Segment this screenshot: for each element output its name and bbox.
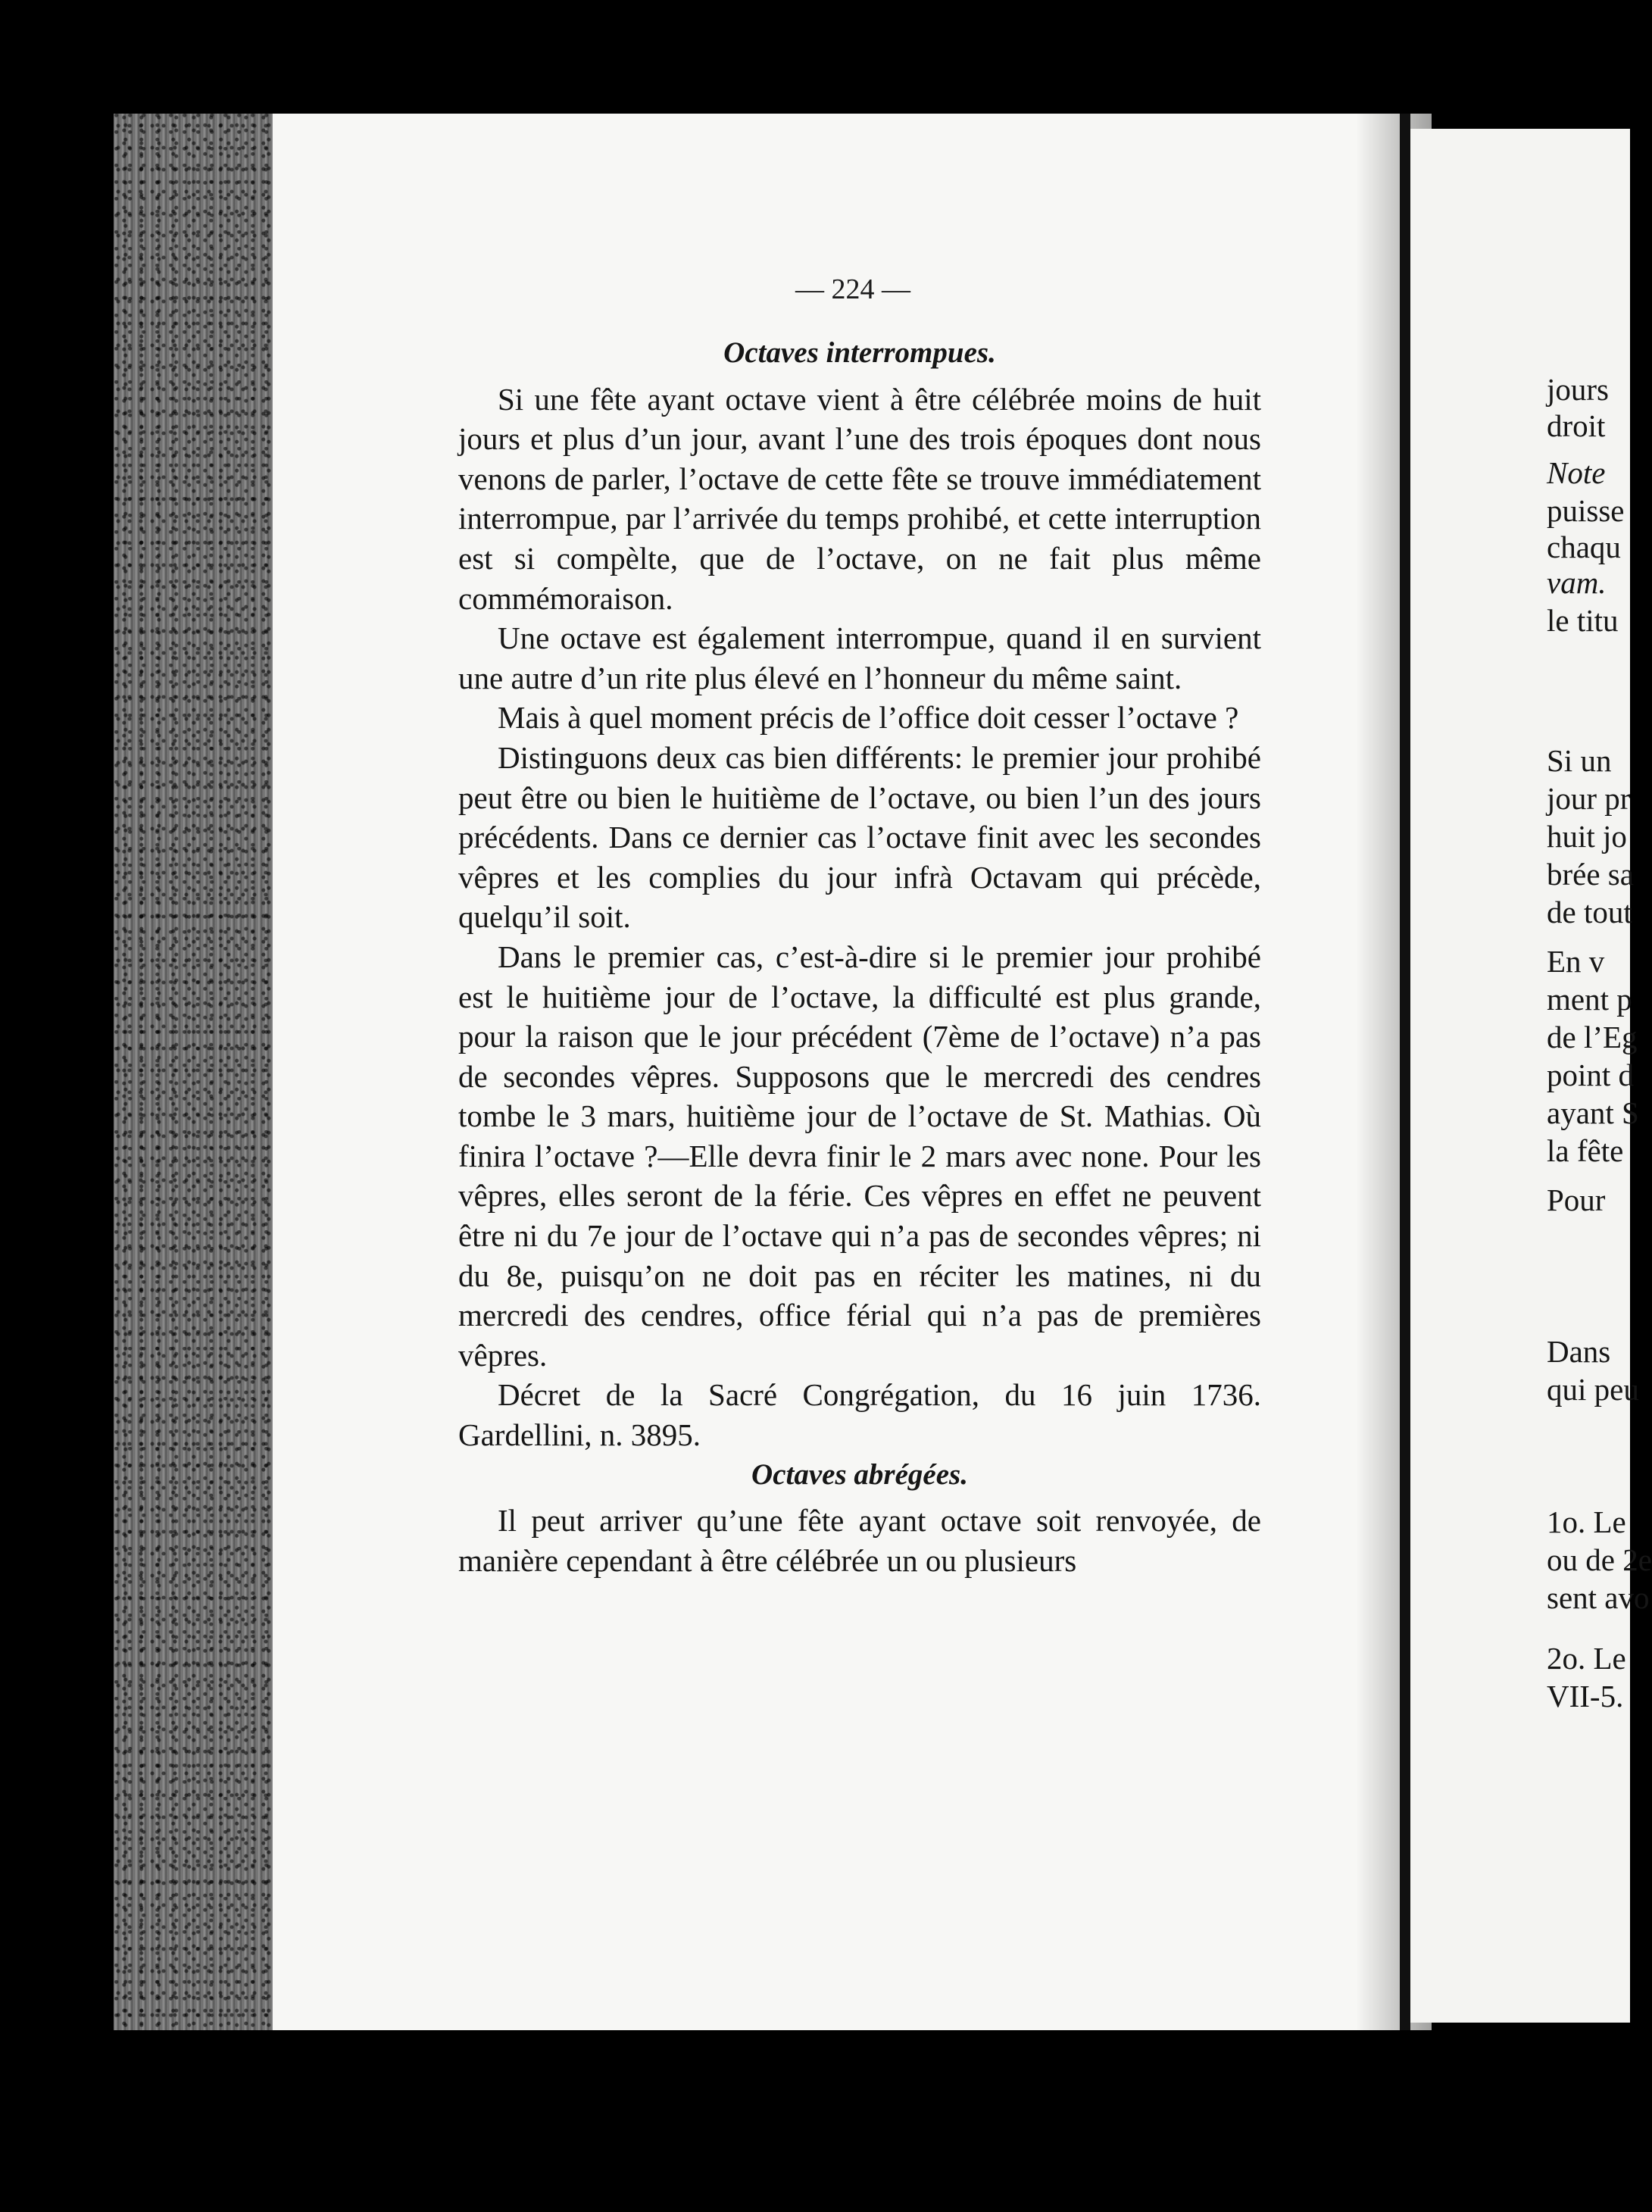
left-page-text <box>458 333 1261 1580</box>
right-page-fragment: droit <box>1547 408 1606 443</box>
right-page-fragment: jour pr <box>1547 781 1631 816</box>
right-page-fragment: brée sa <box>1547 857 1634 892</box>
right-page-fragment: VII-5. <box>1547 1679 1624 1714</box>
right-page-fragment: ment p <box>1547 982 1632 1017</box>
right-page-fragment: Dans <box>1547 1334 1611 1369</box>
paragraph: Il peut arriver qu’une fête ayant octave soit renvoyée, de manière cependant à être célébrée un ou plusieurs <box>458 1503 1261 1578</box>
right-page-fragment: vam. <box>1547 565 1607 600</box>
right-page-fragment: Note <box>1547 455 1606 490</box>
right-page-fragment: En v <box>1547 944 1605 979</box>
paragraph: Une octave est également interrompue, quand il en survient une autre d’un rite plus élevé en l’honneur du même saint. <box>458 620 1261 695</box>
right-page-fragment: Pour <box>1547 1183 1606 1217</box>
paragraph: Mais à quel moment précis de l’office doit cesser l’octave ? <box>498 700 1239 736</box>
book-gutter <box>1400 114 1410 2030</box>
right-page-fragment: ou de 2e <box>1547 1542 1652 1577</box>
right-page-fragment: chaqu <box>1547 530 1621 564</box>
right-page-fragment: de l’Eg <box>1547 1020 1638 1054</box>
right-page-fragment: puisse <box>1547 493 1625 528</box>
right-page-fragment: jours <box>1547 372 1609 407</box>
right-page-fragment: point d <box>1547 1058 1635 1092</box>
right-page-fragment: Si un <box>1547 743 1612 778</box>
section-heading: Octaves interrompues. <box>723 336 996 369</box>
book-edge <box>114 114 280 2030</box>
right-page-fragment: le titu <box>1547 603 1619 638</box>
section-heading: Octaves abrégées. <box>751 1457 968 1491</box>
paragraph: Dans le premier cas, c’est-à-dire si le premier jour prohibé est le huitième jour de l’octave, la difficulté est plus grande, pour la raison que le jour précédent (7ème de l’octave) n’a pas de secondes vêpres. Supposons que le mercredi des cendres tombe le 3 mars, huitième jour de l’octave de St. Mathias. Où finira l’octave ?—Elle devra finir le 2 mars avec none. Pour les vêpres, elles seront de la férie. Ces vêpres en effet ne peuvent être ni du 7e jour de l’octave qui n’a pas de secondes vêpres; ni du 8e, puisqu’on ne doit pas en réciter les matines, ni du mercredi des cendres, office férial qui n’a pas de premières vêpres. <box>458 939 1261 1373</box>
right-page-fragment: de tout <box>1547 895 1632 929</box>
paragraph: Distinguons deux cas bien différents: le premier jour prohibé peut être ou bien le huitième de l’octave, ou bien l’un des jours précédents. Dans ce dernier cas l’octave finit avec les secondes vêpres et les complies du jour infrà Octavam qui précède, quelqu’il soit. <box>458 739 1261 935</box>
paragraph: Si une fête ayant octave vient à être célébrée moins de huit jours et plus d’un jour, avant l’une des trois époques dont nous venons de parler, l’octave de cette fête se trouve immédiatement interrompue, par l’arrivée du temps prohibé, et cette interruption est si compèlte, que de l’octave, on ne fait plus même commémoraison. <box>458 381 1261 616</box>
right-page-fragment: ayant S <box>1547 1095 1639 1130</box>
right-page-fragment: 2o. Le <box>1547 1641 1626 1676</box>
right-page-fragment: huit jo <box>1547 819 1627 854</box>
right-page-fragment: qui peu <box>1547 1372 1639 1407</box>
right-page-fragment: la fête <box>1547 1133 1624 1168</box>
page-number: — 224 — <box>795 273 910 305</box>
right-page-fragment: sent avo <box>1547 1580 1650 1615</box>
paragraph: Décret de la Sacré Congrégation, du 16 juin 1736. Gardellini, n. 3895. <box>458 1377 1261 1453</box>
right-page-fragment: 1o. Le <box>1547 1504 1626 1539</box>
